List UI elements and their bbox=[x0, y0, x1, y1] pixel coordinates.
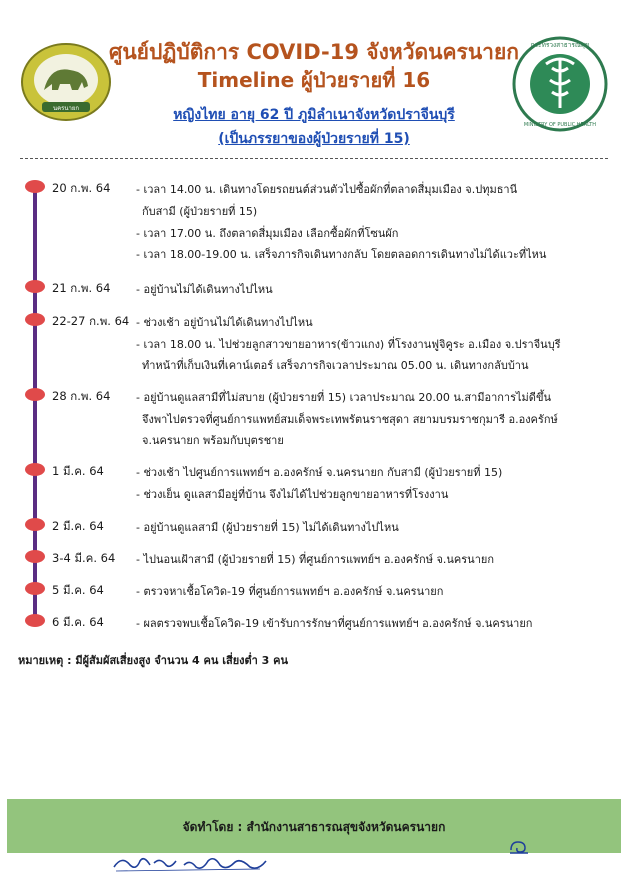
remark-note: หมายเหตุ : มีผู้สัมผัสเสี่ยงสูง จำนวน 4 คน เสี่ยงต่ำ 3 คน bbox=[18, 654, 289, 667]
timeline-line-text: - อยู่บ้านดูแลสามี (ผู้ป่วยรายที่ 15) ไม่ได้เดินทางไปไหน bbox=[136, 521, 399, 534]
timeline-line-text: - ช่วงเช้า ไปศูนย์การแพทย์ฯ อ.องครักษ์ จ.นครนายก กับสามี (ผู้ป่วยรายที่ 15) bbox=[136, 466, 503, 479]
timeline-date: 1 มี.ค. 64 bbox=[52, 464, 104, 478]
timeline-line-text: - อยู่บ้านดูแลสามีที่ไม่สบาย (ผู้ป่วยรายที่ 15) เวลาประมาณ 20.00 น.สามีอาการไม่ดีขึ้น bbox=[136, 391, 551, 404]
timeline-dot bbox=[25, 180, 45, 193]
timeline-line-text: - ช่วงเช้า อยู่บ้านไม่ได้เดินทางไปไหน bbox=[136, 316, 313, 329]
timeline-line-text: - ผลตรวจพบเชื้อโควิด-19 เข้ารับการรักษาที่ศูนย์การแพทย์ฯ อ.องครักษ์ จ.นครนายก bbox=[136, 617, 533, 630]
divider bbox=[20, 158, 608, 159]
timeline-date: 5 มี.ค. 64 bbox=[52, 583, 104, 597]
patient-relation: (เป็นภรรยาของผู้ป่วยรายที่ 15) bbox=[218, 131, 410, 147]
timeline-date: 6 มี.ค. 64 bbox=[52, 615, 104, 629]
timeline-dot bbox=[25, 518, 45, 531]
patient-info: หญิงไทย อายุ 62 ปี ภูมิลำเนาจังหวัดปราจีนบุรี bbox=[173, 107, 455, 123]
timeline-line-text: - ช่วงเย็น ดูแลสามีอยู่ที่บ้าน จึงไม่ได้ไปช่วยลูกขายอาหารที่โรงงาน bbox=[136, 488, 449, 501]
timeline-dot bbox=[25, 463, 45, 476]
timeline-date: 3-4 มี.ค. 64 bbox=[52, 551, 116, 565]
timeline-line-text: จ.นครนายก พร้อมกับบุตรชาย bbox=[142, 434, 284, 447]
timeline-dot bbox=[25, 614, 45, 627]
svg-text:นครนายก: นครนายก bbox=[53, 105, 79, 112]
timeline-line-text: - เวลา 18.00 น. ไปช่วยลูกสาวขายอาหาร(ข้าวแกง) ที่โรงงานฟูจิคูระ อ.เมือง จ.ปราจีนบุรี bbox=[136, 338, 561, 351]
timeline-line-text: ทำหน้าที่เก็บเงินที่เคาน์เตอร์ เสร็จภารกิจเวลาประมาณ 05.00 น. เดินทางกลับบ้าน bbox=[142, 359, 529, 372]
svg-text:MINISTRY OF PUBLIC HEALTH: MINISTRY OF PUBLIC HEALTH bbox=[523, 122, 597, 128]
timeline-line-text: - เวลา 14.00 น. เดินทางโดยรถยนต์ส่วนตัวไปซื้อผักที่ตลาดสี่มุมเมือง จ.ปทุมธานี bbox=[136, 183, 518, 196]
page-number-mark bbox=[508, 838, 530, 856]
timeline-dot bbox=[25, 313, 45, 326]
timeline-line-text: จึงพาไปตรวจที่ศูนย์การแพทย์สมเด็จพระเทพรัตนราชสุดา สยามบรมราชกุมารี อ.องครักษ์ bbox=[142, 413, 558, 426]
timeline-line-text: - เวลา 18.00-19.00 น. เสร็จภารกิจเดินทางกลับ โดยตลอดการเดินทางไม่ได้แวะที่ไหน bbox=[136, 248, 547, 261]
timeline-date: 28 ก.พ. 64 bbox=[52, 389, 111, 403]
timeline-date: 20 ก.พ. 64 bbox=[52, 181, 111, 195]
svg-text:กระทรวงสาธารณสุข: กระทรวงสาธารณสุข bbox=[530, 41, 590, 49]
timeline-date: 21 ก.พ. 64 bbox=[52, 281, 111, 295]
footer-credit: จัดทำโดย : สำนักงานสาธารณสุขจังหวัดนครนายก bbox=[182, 820, 446, 834]
timeline-dot bbox=[25, 550, 45, 563]
timeline-dot bbox=[25, 280, 45, 293]
page-title: ศูนย์ปฏิบัติการ COVID-19 จังหวัดนครนายก bbox=[108, 40, 519, 64]
timeline-line-text: กับสามี (ผู้ป่วยรายที่ 15) bbox=[142, 205, 258, 218]
timeline-date: 2 มี.ค. 64 bbox=[52, 519, 104, 533]
timeline-line-text: - ไปนอนเฝ้าสามี (ผู้ป่วยรายที่ 15) ที่ศูนย์การแพทย์ฯ อ.องครักษ์ จ.นครนายก bbox=[136, 553, 494, 566]
handwritten-signature bbox=[110, 849, 280, 875]
timeline-line-text: - อยู่บ้านไม่ได้เดินทางไปไหน bbox=[136, 283, 273, 296]
timeline-date: 22-27 ก.พ. 64 bbox=[52, 314, 130, 328]
timeline-dot bbox=[25, 388, 45, 401]
timeline-line-text: - ตรวจหาเชื้อโควิด-19 ที่ศูนย์การแพทย์ฯ อ.องครักษ์ จ.นครนายก bbox=[136, 585, 444, 598]
timeline-dot bbox=[25, 582, 45, 595]
page-subtitle: Timeline ผู้ป่วยรายที่ 16 bbox=[197, 68, 431, 92]
timeline-line-text: - เวลา 17.00 น. ถึงตลาดสี่มุมเมือง เลือกซื้อผักที่โซนผัก bbox=[136, 227, 399, 240]
